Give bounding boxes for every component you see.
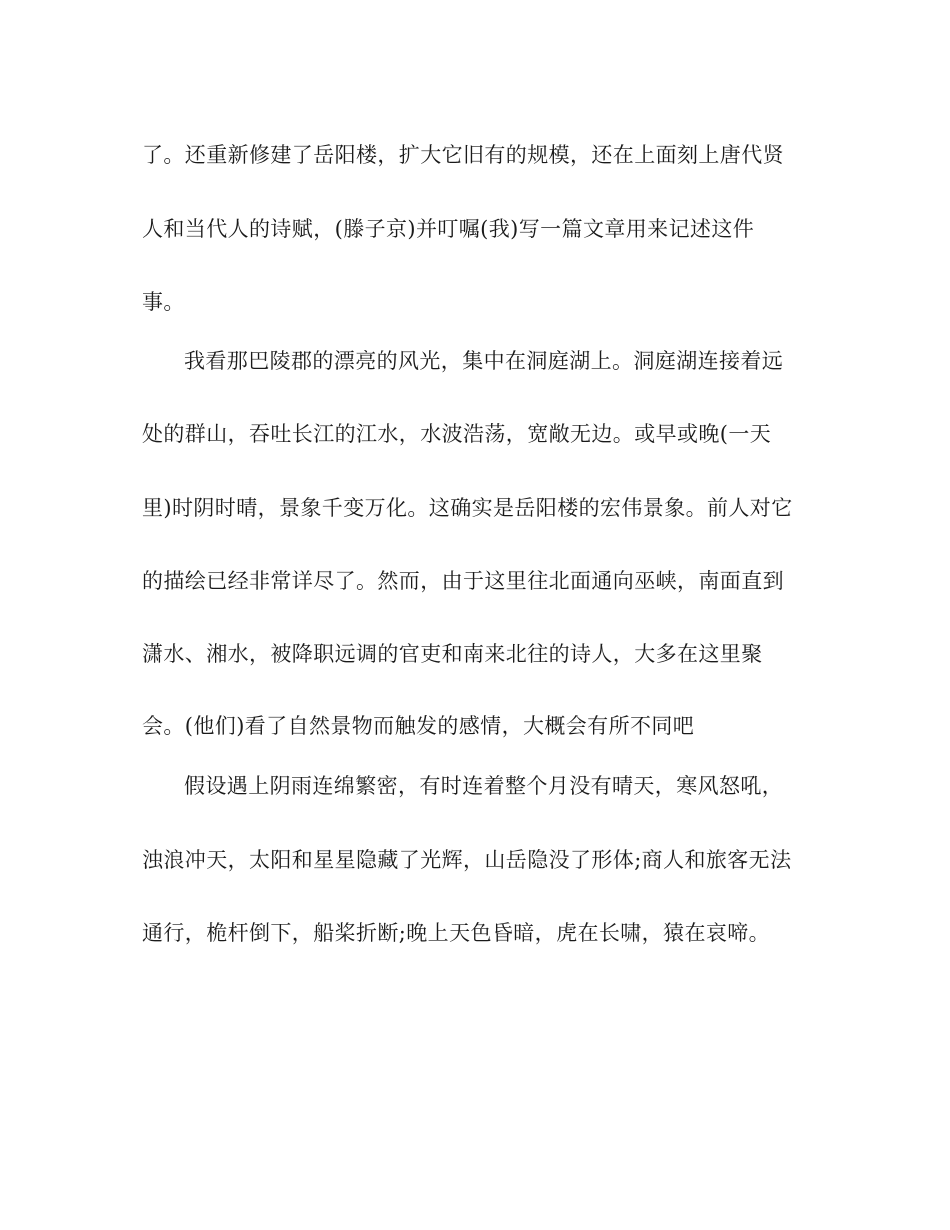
paragraph-3-line-1: 假设遇上阴雨连绵繁密，有时连着整个月没有晴天，寒风怒吼， (184, 774, 784, 798)
paragraph-1-line-3: 事。 (142, 290, 185, 314)
paragraph-2-line-2: 处的群山，吞吐长江的江水，水波浩荡，宽敞无边。或早或晚(一天 (142, 422, 772, 446)
paragraph-2-line-1: 我看那巴陵郡的漂亮的风光，集中在洞庭湖上。洞庭湖连接着远 (184, 349, 784, 373)
paragraph-1-line-2: 人和当代人的诗赋，(滕子京)并叮嘱(我)写一篇文章用来记述这件 (142, 217, 755, 241)
paragraph-1-line-1: 了。还重新修建了岳阳楼，扩大它旧有的规模，还在上面刻上唐代贤 (142, 143, 784, 167)
paragraph-2-line-5: 潇水、湘水，被降职远调的官吏和南来北往的诗人，大多在这里聚 (142, 642, 763, 666)
paragraph-2-line-3: 里)时阴时晴，景象千变万化。这确实是岳阳楼的宏伟景象。前人对它 (142, 496, 793, 520)
paragraph-2-line-4: 的描绘已经非常详尽了。然而，由于这里往北面通向巫峡，南面直到 (142, 569, 784, 593)
paragraph-3-line-2: 浊浪冲天，太阳和星星隐藏了光辉，山岳隐没了形体;商人和旅客无法 (142, 848, 792, 872)
paragraph-2-line-6: 会。(他们)看了自然景物而触发的感情，大概会有所不同吧 (142, 714, 695, 738)
paragraph-3-line-3: 通行，桅杆倒下，船桨折断;晚上天色昏暗，虎在长啸，猿在哀啼。 (142, 921, 771, 945)
